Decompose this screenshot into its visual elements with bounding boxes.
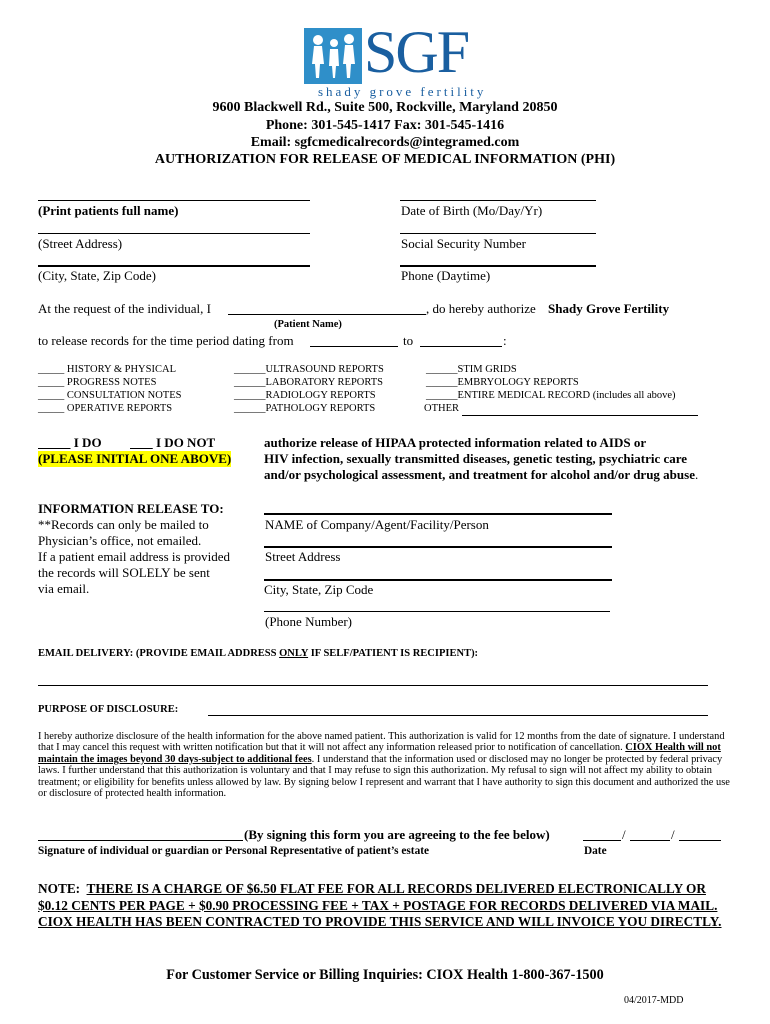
recipient-phone-label: (Phone Number) bbox=[265, 614, 353, 629]
street-label: (Street Address) bbox=[38, 236, 123, 251]
release-note-2: Physician’s office, not emailed. bbox=[38, 533, 202, 548]
phone-fax: Phone: 301-545-1417 Fax: 301-545-1416 bbox=[265, 118, 505, 133]
record-item[interactable]: ______EMBRYOLOGY REPORTS bbox=[426, 377, 579, 388]
customer-service: For Customer Service or Billing Inquiries: CIOX Health 1-800-367-1500 bbox=[166, 967, 604, 983]
email-line: Email: sgfcmedicalrecords@integramed.com bbox=[250, 135, 520, 150]
recipient-street-label: Street Address bbox=[265, 549, 341, 564]
release-heading: INFORMATION RELEASE TO: bbox=[38, 501, 224, 516]
record-item[interactable]: ______ENTIRE MEDICAL RECORD (includes all above) bbox=[426, 390, 676, 401]
date-month-field[interactable] bbox=[583, 840, 621, 841]
record-item[interactable]: _____ HISTORY & PHYSICAL bbox=[38, 364, 176, 375]
recipient-city-field[interactable] bbox=[264, 579, 612, 581]
logo-figures-icon bbox=[304, 28, 362, 84]
i-do-option[interactable]: I DO bbox=[73, 435, 102, 450]
record-item[interactable]: ______RADIOLOGY REPORTS bbox=[234, 390, 376, 401]
hipaa-line1: authorize release of HIPAA protected information related to AIDS or bbox=[264, 435, 647, 450]
record-item[interactable]: _____ OPERATIVE REPORTS bbox=[38, 403, 173, 414]
purpose-label: PURPOSE OF DISCLOSURE: bbox=[38, 704, 179, 715]
street-field[interactable] bbox=[38, 233, 310, 234]
initial-note: (PLEASE INITIAL ONE ABOVE) bbox=[38, 451, 232, 466]
hipaa-line2: HIV infection, sexually transmitted diseases, genetic testing, psychiatric care bbox=[264, 451, 688, 466]
period-end: : bbox=[503, 333, 507, 348]
logo-tagline: shady grove fertility bbox=[318, 84, 487, 99]
patient-name-label: (Patient Name) bbox=[274, 319, 342, 330]
fee-agreement-note: (By signing this form you are agreeing to the fee below) bbox=[244, 827, 550, 842]
purpose-field[interactable] bbox=[208, 715, 708, 716]
recipient-phone-field[interactable] bbox=[264, 611, 610, 612]
record-item[interactable]: ______LABORATORY REPORTS bbox=[234, 377, 384, 388]
logo bbox=[300, 19, 487, 102]
date-day-field[interactable] bbox=[630, 840, 670, 841]
form-title: AUTHORIZATION FOR RELEASE OF MEDICAL INFORMATION (PHI) bbox=[154, 152, 616, 167]
city-field[interactable] bbox=[38, 265, 310, 267]
release-note-1: **Records can only be mailed to bbox=[38, 517, 209, 532]
release-note-4: the records will SOLELY be sent bbox=[38, 565, 210, 580]
recipient-name-field[interactable] bbox=[264, 513, 612, 515]
other-field[interactable] bbox=[462, 415, 698, 416]
patient-name-field[interactable] bbox=[228, 314, 426, 315]
record-item[interactable]: _____ PROGRESS NOTES bbox=[38, 377, 157, 388]
full-name-field[interactable] bbox=[38, 200, 310, 201]
recipient-city-label: City, State, Zip Code bbox=[264, 582, 374, 597]
date-sep-2: / bbox=[671, 827, 675, 842]
release-note-3: If a patient email address is provided bbox=[38, 549, 231, 564]
fee-note: NOTE: THERE IS A CHARGE OF $6.50 FLAT FEE FOR ALL RECORDS DELIVERED ELECTRONICALLY OR $0.12 CENTS PER PAGE + $0.90 PROCESSING FEE + TAX + POSTAGE FOR RECORDS DELIVERED VIA MAIL. CIOX HEALTH HAS BEEN CONTRACTED TO PROVIDE THIS SERVICE AND WILL INVOICE YOU DIRECTLY. bbox=[38, 881, 722, 929]
period-from-field[interactable] bbox=[310, 346, 398, 347]
i-do-not-option[interactable]: I DO NOT bbox=[156, 435, 216, 450]
record-item[interactable]: ______STIM GRIDS bbox=[426, 364, 517, 375]
provider-name: Shady Grove Fertility bbox=[548, 301, 670, 316]
form-code: 04/2017-MDD bbox=[624, 995, 684, 1006]
request-middle: , do hereby authorize bbox=[426, 301, 536, 316]
period-to-field[interactable] bbox=[420, 346, 502, 347]
ssn-field[interactable] bbox=[400, 233, 596, 234]
phone-label: Phone (Daytime) bbox=[401, 268, 491, 283]
record-item[interactable]: ______PATHOLOGY REPORTS bbox=[234, 403, 376, 414]
full-name-label: (Print patients full name) bbox=[38, 203, 179, 218]
city-label: (City, State, Zip Code) bbox=[38, 268, 156, 283]
logo-brand: SGF bbox=[364, 19, 469, 85]
hipaa-line3: and/or psychological assessment, and treatment for alcohol and/or drug abuse. bbox=[264, 467, 699, 482]
date-label: Date bbox=[584, 845, 607, 857]
record-item[interactable]: ______ULTRASOUND REPORTS bbox=[234, 364, 384, 375]
ssn-label: Social Security Number bbox=[401, 236, 526, 251]
date-year-field[interactable] bbox=[679, 840, 721, 841]
period-to: to bbox=[403, 333, 414, 348]
period-prefix: to release records for the time period dating from bbox=[38, 333, 294, 348]
date-sep-1: / bbox=[622, 827, 626, 842]
phone-field[interactable] bbox=[400, 265, 596, 267]
email-delivery-field[interactable] bbox=[38, 685, 708, 686]
address: 9600 Blackwell Rd., Suite 500, Rockville, Maryland 20850 bbox=[212, 100, 558, 115]
record-item-other[interactable]: OTHER bbox=[424, 403, 459, 414]
recipient-name-label: NAME of Company/Agent/Facility/Person bbox=[265, 517, 489, 532]
signature-label: Signature of individual or guardian or Personal Representative of patient’s estate bbox=[38, 845, 429, 857]
legal-paragraph: I hereby authorize disclosure of the health information for the above named patient. This authorization is valid for 12 months from the date of signature. I understand that I may cancel this request with written notification but that it will not affect any information released prior to notification of cancellation. CIOX Health will not maintain the images beyond 30 days-subject to additional fees. I understand that the information used or disclosed may no longer be protected by federal privacy laws. I further understand that this authorization is voluntary and that I may refuse to sign this authorization. My refusal to sign will not affect my ability to obtain treatment; or eligibility for benefits unless allowed by law. By signing below I represent and warrant that I have authority to sign this document and authorized the use or disclosure of protected health information. bbox=[38, 731, 730, 800]
dob-field[interactable] bbox=[400, 200, 596, 201]
release-note-5: via email. bbox=[38, 581, 90, 596]
recipient-street-field[interactable] bbox=[264, 546, 612, 548]
dob-label: Date of Birth (Mo/Day/Yr) bbox=[401, 203, 543, 218]
request-prefix: At the request of the individual, I bbox=[38, 301, 211, 316]
signature-field[interactable] bbox=[38, 840, 243, 841]
email-delivery-label: EMAIL DELIVERY: (PROVIDE EMAIL ADDRESS ONLY IF SELF/PATIENT IS RECIPIENT): bbox=[38, 648, 479, 659]
record-item[interactable]: _____ CONSULTATION NOTES bbox=[38, 390, 182, 401]
